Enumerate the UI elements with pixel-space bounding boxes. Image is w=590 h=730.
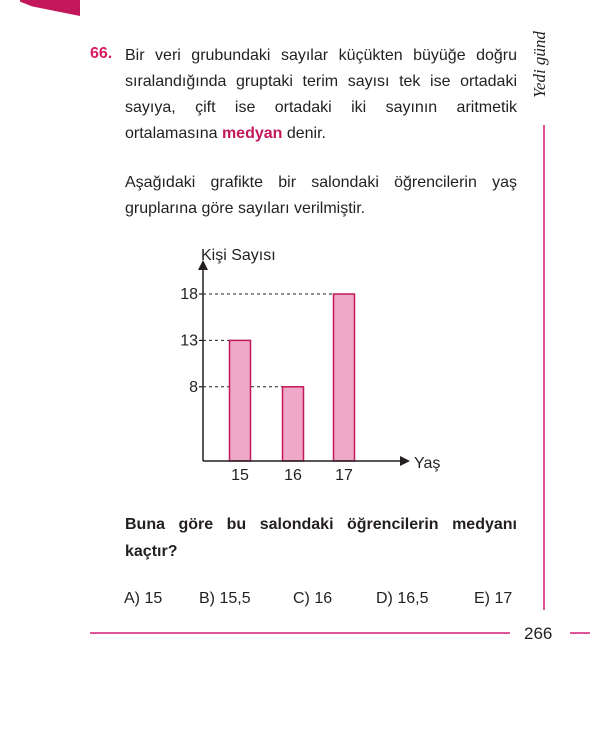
y-tick-13: 13 — [180, 332, 198, 350]
x-tick-17: 17 — [335, 467, 353, 484]
bottom-rule-right — [570, 632, 590, 634]
question-prompt: Buna göre bu salondaki öğrencilerin medyanı kaçtır? — [125, 516, 517, 560]
intro-post: denir. — [282, 125, 326, 142]
option-b[interactable]: B) 15,5 — [199, 590, 251, 607]
bar-16 — [283, 387, 304, 461]
page-number: 266 — [524, 624, 553, 643]
option-c[interactable]: C) 16 — [293, 590, 333, 607]
option-a[interactable]: A) 15 — [124, 590, 163, 607]
option-e[interactable]: E) 17 — [474, 590, 513, 607]
chart-intro: Aşağıdaki grafikte bir salondaki öğrencilerin yaş gruplarına göre sayıları verilmiştir. — [125, 174, 517, 217]
bar-15 — [230, 340, 251, 461]
intro-pre: Bir veri grubundaki sayılar küçükten büyüğe doğru sıralandığında gruptaki terim sayısı tek ise ortadaki sayıya, çift ise ortadaki iki sayının aritmetik ortalamasına — [125, 47, 517, 142]
y-tick-8: 8 — [189, 378, 198, 396]
y-tick-18: 18 — [180, 286, 198, 303]
intro-highlight: medyan — [221, 125, 283, 142]
x-tick-16: 16 — [284, 467, 302, 484]
y-axis-label: Kişi Sayısı — [201, 247, 276, 264]
x-tick-15: 15 — [231, 467, 249, 484]
x-axis-label: Yaş — [414, 455, 441, 472]
option-d[interactable]: D) 16,5 — [376, 590, 429, 607]
bar-17 — [334, 294, 355, 461]
bottom-rule — [90, 632, 510, 634]
question-number: 66. — [90, 45, 113, 62]
side-title: Yedi günd — [530, 31, 549, 98]
